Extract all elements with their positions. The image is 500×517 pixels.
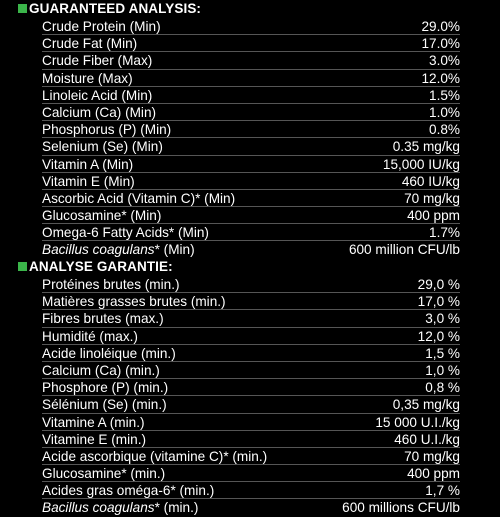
table-row xyxy=(0,87,500,104)
nutrient-label xyxy=(42,276,180,293)
analysis-table xyxy=(0,18,500,259)
nutrient-value: 460 IU/kg xyxy=(401,173,460,189)
nutrient-value: 460 U.I./kg xyxy=(394,431,460,447)
table-row xyxy=(0,482,500,499)
nutrient-value: 1,7 % xyxy=(425,483,460,499)
nutrient-value: 70 mg/kg xyxy=(404,448,460,464)
nutrient-value: 600 million CFU/lb xyxy=(348,242,460,258)
nutrient-label xyxy=(42,414,145,431)
table-row xyxy=(0,173,500,190)
table-row xyxy=(0,396,500,413)
table-row xyxy=(0,121,500,138)
section-header xyxy=(0,0,500,18)
table-row xyxy=(0,35,500,52)
nutrient-label-text: Phosphorus (P) (Min) xyxy=(42,122,172,138)
table-row xyxy=(0,379,500,396)
nutrient-label xyxy=(42,345,176,362)
nutrient-label xyxy=(42,70,133,87)
table-row xyxy=(0,70,500,87)
table-row xyxy=(0,345,500,362)
nutrient-label xyxy=(42,379,168,396)
nutrient-label-text: Acide ascorbique (vitamine C)* (min.) xyxy=(42,448,268,464)
table-row xyxy=(0,138,500,155)
nutrient-label-text: Humidité (max.) xyxy=(42,328,138,344)
table-row xyxy=(0,18,500,35)
nutrient-value: 29.0% xyxy=(421,19,460,34)
nutrient-label-text: Ascorbic Acid (Vitamin C)* (Min) xyxy=(42,190,236,206)
table-row xyxy=(0,156,500,173)
nutrient-label-text: * (min.) xyxy=(154,500,199,516)
nutrient-label-text: Vitamin A (Min) xyxy=(42,156,134,172)
nutrient-label xyxy=(42,465,165,482)
nutrient-label-italic: Bacillus coagulans xyxy=(42,500,155,516)
nutrient-value: 1.7% xyxy=(429,225,460,241)
nutrient-label-text: Vitamin E (Min) xyxy=(42,173,135,189)
nutrient-value: 3,0 % xyxy=(425,311,460,327)
nutrient-label xyxy=(42,156,133,173)
nutrient-label xyxy=(42,52,152,69)
nutrient-value: 15 000 U.I./kg xyxy=(375,414,460,430)
nutrient-label-text: Glucosamine* (min.) xyxy=(42,466,166,482)
nutrient-label-text: Crude Fiber (Max) xyxy=(42,53,153,69)
nutrient-label xyxy=(42,328,138,345)
nutrient-label xyxy=(42,173,135,190)
nutrient-label-text: Phosphore (P) (min.) xyxy=(42,380,169,396)
table-row xyxy=(0,310,500,327)
table-row xyxy=(0,362,500,379)
nutrient-label-text: Moisture (Max) xyxy=(42,70,133,86)
table-row xyxy=(0,207,500,224)
nutrient-label-text: Glucosamine* (Min) xyxy=(42,208,162,224)
nutrient-label-italic: Bacillus coagulans xyxy=(42,242,155,258)
nutrient-value: 15,000 IU/kg xyxy=(382,156,460,172)
nutrient-label-text: Fibres brutes (max.) xyxy=(42,311,164,327)
nutrient-label-text: Calcium (Ca) (min.) xyxy=(42,362,160,378)
table-row xyxy=(0,414,500,431)
nutrient-label-text: Acides gras oméga-6* (min.) xyxy=(42,483,215,499)
nutrient-value: 0,35 mg/kg xyxy=(392,397,460,413)
nutrient-value: 400 ppm xyxy=(407,208,460,224)
section-title: GUARANTEED ANALYSIS: xyxy=(29,1,202,16)
nutrient-label xyxy=(42,431,146,448)
nutrient-label xyxy=(42,293,226,310)
nutrient-value: 17.0% xyxy=(421,36,460,52)
table-row xyxy=(0,276,500,293)
table-row xyxy=(0,104,500,121)
nutrient-value: 1,5 % xyxy=(425,345,460,361)
analysis-table xyxy=(0,276,500,517)
table-row xyxy=(0,293,500,310)
nutrient-label xyxy=(42,482,214,499)
analyse-garantie-section xyxy=(0,257,500,517)
table-row xyxy=(0,448,500,465)
nutrient-value: 0,8 % xyxy=(425,380,460,396)
nutrient-label xyxy=(42,310,164,327)
nutrient-value: 1.5% xyxy=(429,87,460,103)
nutrient-label xyxy=(42,35,137,52)
nutrient-label xyxy=(42,190,235,207)
nutrient-value: 0.35 mg/kg xyxy=(392,139,460,155)
nutrient-label-text: Selenium (Se) (Min) xyxy=(42,139,163,155)
nutrient-value: 400 ppm xyxy=(407,466,460,482)
table-row xyxy=(0,431,500,448)
table-row xyxy=(0,190,500,207)
nutrient-label xyxy=(42,121,171,138)
nutrient-label xyxy=(42,87,152,104)
nutrient-value: 70 mg/kg xyxy=(404,190,460,206)
nutrient-label xyxy=(42,104,156,121)
nutrient-label xyxy=(42,18,161,35)
table-row xyxy=(0,52,500,69)
section-header xyxy=(0,257,500,276)
nutrient-label xyxy=(42,396,167,413)
nutrient-label xyxy=(42,207,161,224)
nutrient-value: 12.0% xyxy=(421,70,460,86)
nutrient-value: 17,0 % xyxy=(417,294,460,310)
nutrient-value: 12,0 % xyxy=(417,328,460,344)
nutrient-value: 1,0 % xyxy=(425,362,460,378)
nutrient-label xyxy=(42,224,209,241)
nutrient-label-text: * (Min) xyxy=(154,242,195,258)
nutrient-label-text: Matières grasses brutes (min.) xyxy=(42,294,226,310)
nutrient-label xyxy=(42,499,198,516)
nutrient-label xyxy=(42,138,163,155)
nutrient-value: 29,0 % xyxy=(417,277,460,292)
nutrient-label xyxy=(42,448,267,465)
green-square-icon xyxy=(18,262,27,271)
nutrient-label-text: Sélénium (Se) (min.) xyxy=(42,397,167,413)
nutrient-label-text: Omega-6 Fatty Acids* (Min) xyxy=(42,225,209,241)
nutrient-label-text: Crude Fat (Min) xyxy=(42,36,138,52)
nutrient-value: 1.0% xyxy=(429,104,460,120)
nutrient-label-text: Protéines brutes (min.) xyxy=(42,277,180,292)
nutrient-value: 600 millions CFU/lb xyxy=(342,500,460,516)
table-row xyxy=(0,328,500,345)
table-row xyxy=(0,499,500,516)
nutrient-label-text: Calcium (Ca) (Min) xyxy=(42,104,157,120)
green-square-icon xyxy=(18,4,27,13)
nutrient-label-text: Vitamine E (min.) xyxy=(42,431,146,447)
section-title: ANALYSE GARANTIE: xyxy=(29,259,173,274)
nutrient-value: 3.0% xyxy=(429,53,460,69)
table-row xyxy=(0,224,500,241)
table-row xyxy=(0,465,500,482)
nutrient-label-text: Crude Protein (Min) xyxy=(42,19,161,34)
nutrient-label-text: Vitamine A (min.) xyxy=(42,414,145,430)
nutrient-label-text: Acide linoléique (min.) xyxy=(42,345,176,361)
nutrient-value: 0.8% xyxy=(429,122,460,138)
nutrient-label xyxy=(42,362,160,379)
nutrient-label-text: Linoleic Acid (Min) xyxy=(42,87,153,103)
